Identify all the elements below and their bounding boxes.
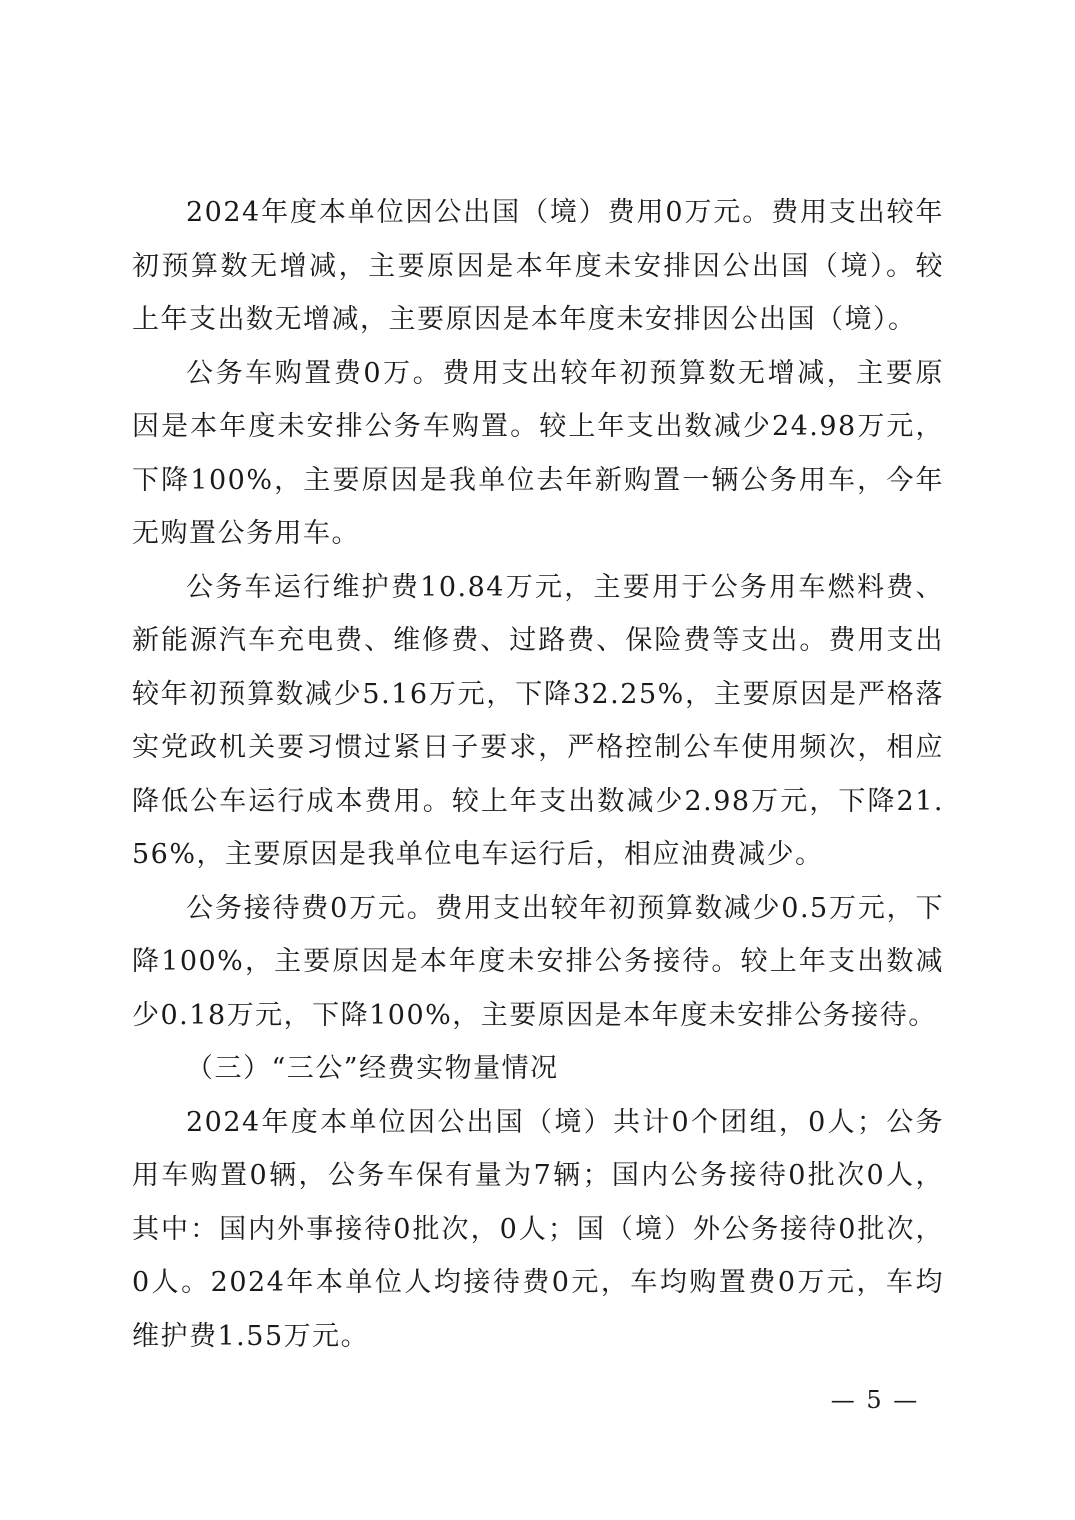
paragraph-vehicle-purchase: 公务车购置费0万。费用支出较年初预算数无增减，主要原因是本年度未安排公务车购置。较上年支出数减少24.98万元，下降100%，主要原因是我单位去年新购置一辆公务用车，今年无购置公务用车。 xyxy=(132,357,944,549)
page-number: — 5 — xyxy=(830,1386,920,1414)
paragraph-vehicle-maintenance: 公务车运行维护费10.84万元，主要用于公务用车燃料费、新能源汽车充电费、维修费、过路费、保险费等支出。费用支出较年初预算数减少5.16万元，下降32.25%，主要原因是严格落实党政机关要习惯过紧日子要求，严格控制公车使用频次，相应降低公车运行成本费用。较上年支出数减少2.98万元，下降21.56%，主要原因是我单位电车运行后，相应油费减少。 xyxy=(132,571,944,870)
section-heading: （三）“三公”经费实物量情况 xyxy=(186,1053,559,1084)
paragraph-overseas-travel: 2024年度本单位因公出国（境）费用0万元。费用支出较年初预算数无增减，主要原因是本年度未安排因公出国（境）。较上年支出数无增减，主要原因是本年度未安排因公出国（境）。 xyxy=(132,197,944,335)
paragraph-reception: 公务接待费0万元。费用支出较年初预算数减少0.5万元，下降100%，主要原因是本年度未安排公务接待。较上年支出数减少0.18万元，下降100%，主要原因是本年度未安排公务接待。 xyxy=(132,892,944,1031)
paragraph-physical-quantity: 2024年度本单位因公出国（境）共计0个团组，0人；公务用车购置0辆，公务车保有量为7辆；国内公务接待0批次0人，其中：国内外事接待0批次，0人；国（境）外公务接待0批次，0人。2024年本单位人均接待费0元，车均购置费0万元，车均维护费1.55万元。 xyxy=(132,1106,944,1352)
document-body xyxy=(132,186,944,1363)
